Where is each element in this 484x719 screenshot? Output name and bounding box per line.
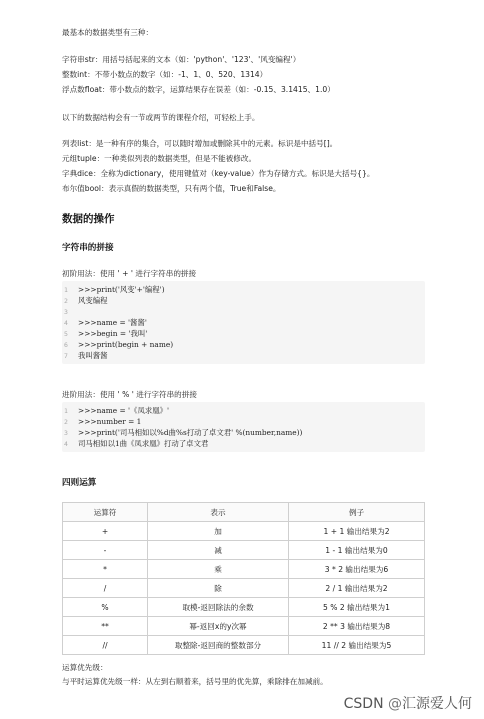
table-cell: ** [63, 617, 148, 636]
table-cell: 取模-返回除法的余数 [148, 598, 289, 617]
code-line [62, 295, 425, 306]
table-cell: 取整除-返回商的整数部分 [148, 636, 289, 655]
table-cell: 加 [148, 522, 289, 541]
code-text: >>>begin = '我叫' [78, 329, 148, 338]
structures-list [62, 138, 374, 194]
code-line [62, 416, 425, 427]
structures-intro: 以下的数据结构会有一节或两节的课程介绍，可轻松上手。 [62, 113, 260, 122]
watermark-site: CSDN [343, 696, 384, 712]
types-list [62, 54, 335, 95]
code-line [62, 350, 425, 361]
code-text: 风变编程 [78, 296, 108, 305]
line-number: 4 [64, 439, 68, 448]
table-header: 表示 [148, 503, 289, 522]
advanced-usage-text: 进阶用法：使用 ' % ' 进行字符串的拼接 [62, 390, 197, 399]
table-cell: 幂-返回x的y次幂 [148, 617, 289, 636]
code-line [62, 284, 425, 295]
structure-dict: 字典dice：全称为dictionary，使用键值对（key-value）作为存储方式。标识是大括号{}。 [62, 169, 375, 178]
line-number: 2 [64, 417, 68, 426]
watermark-at: @ [388, 696, 402, 712]
table-header: 例子 [289, 503, 425, 522]
table-cell: 乘 [148, 560, 289, 579]
watermark-author: 汇源爱人何 [402, 696, 472, 712]
structure-bool: 布尔值bool：表示真假的数据类型，只有两个值，True和False。 [62, 184, 281, 193]
line-number: 7 [64, 351, 68, 360]
code-block-basic [62, 281, 425, 364]
table-cell: 1 + 1 输出结果为2 [289, 522, 425, 541]
code-text: >>>name = '《凤求凰》' [78, 406, 170, 415]
code-text: 我叫酱酱 [78, 351, 108, 360]
operators-table [62, 502, 425, 655]
ops-title: 四则运算 [62, 478, 97, 488]
code-line [62, 405, 425, 416]
table-cell: 减 [148, 541, 289, 560]
table-header-row [63, 503, 425, 522]
line-number: 6 [64, 340, 68, 349]
table-cell: 2 ** 3 输出结果为8 [289, 617, 425, 636]
table-row [63, 636, 425, 655]
table-cell: 5 % 2 输出结果为1 [289, 598, 425, 617]
table-cell: + [63, 522, 148, 541]
table-cell: - [63, 541, 148, 560]
watermark [344, 693, 472, 713]
line-number: 3 [64, 428, 68, 437]
table-cell: 除 [148, 579, 289, 598]
basic-usage-text: 初阶用法：使用 ' + ' 进行字符串的拼接 [62, 269, 197, 278]
table-cell: 1 - 1 输出结果为0 [289, 541, 425, 560]
table-cell: 3 * 2 输出结果为6 [289, 560, 425, 579]
line-number: 4 [64, 318, 68, 327]
table-row [63, 522, 425, 541]
table-cell: // [63, 636, 148, 655]
line-number: 2 [64, 296, 68, 305]
table-cell: 11 // 2 输出结果为5 [289, 636, 425, 655]
table-cell: / [63, 579, 148, 598]
table-cell: % [63, 598, 148, 617]
table-row [63, 541, 425, 560]
table-row [63, 617, 425, 636]
intro-text: 最基本的数据类型有三种： [62, 28, 154, 37]
code-line [62, 427, 425, 438]
code-line [62, 317, 425, 328]
precedence-title: 运算优先级： [62, 663, 108, 672]
code-text: >>>number = 1 [78, 417, 142, 426]
precedence-text: 与平时运算优先级一样：从左到右顺着来，括号里的优先算，乘除排在加减前。 [62, 677, 328, 686]
code-line [62, 438, 425, 449]
code-line [62, 306, 425, 317]
type-str: 字符串str：用括号括起来的文本（如：'python'、'123'、'风变编程'） [62, 55, 301, 64]
code-text: 司马相如以1曲《凤求凰》打动了卓文君 [78, 439, 209, 448]
code-text: >>>print('风变'+'编程') [78, 285, 165, 294]
table-row [63, 560, 425, 579]
type-float: 浮点数float：带小数点的数字，运算结果存在误差（如：-0.15、3.1415、1.0） [62, 85, 335, 94]
code-text: >>>print('司马相如以%d曲%s打动了卓文君' %(number,name)) [78, 428, 303, 437]
table-cell: * [63, 560, 148, 579]
line-number: 1 [64, 406, 68, 415]
table-row [63, 579, 425, 598]
line-number: 1 [64, 285, 68, 294]
code-text: >>>name = '酱酱' [78, 318, 147, 327]
structure-tuple: 元组tuple：一种类似列表的数据类型，但是不能被修改。 [62, 154, 257, 163]
code-block-advanced [62, 402, 425, 452]
table-header: 运算符 [63, 503, 148, 522]
code-text: >>>print(begin + name) [78, 340, 174, 349]
line-number: 3 [64, 307, 68, 316]
structure-list: 列表list：是一种有序的集合，可以随时增加或删除其中的元素。标识是中括号[]。 [62, 139, 338, 148]
table-row [63, 598, 425, 617]
line-number: 5 [64, 329, 68, 338]
table-cell: 2 / 1 输出结果为2 [289, 579, 425, 598]
subsection-title: 字符串的拼接 [62, 243, 114, 253]
section-title: 数据的操作 [62, 213, 115, 225]
type-int: 整数int：不带小数点的数字（如：-1、1、0、520、1314） [62, 70, 268, 79]
code-line [62, 339, 425, 350]
code-line [62, 328, 425, 339]
